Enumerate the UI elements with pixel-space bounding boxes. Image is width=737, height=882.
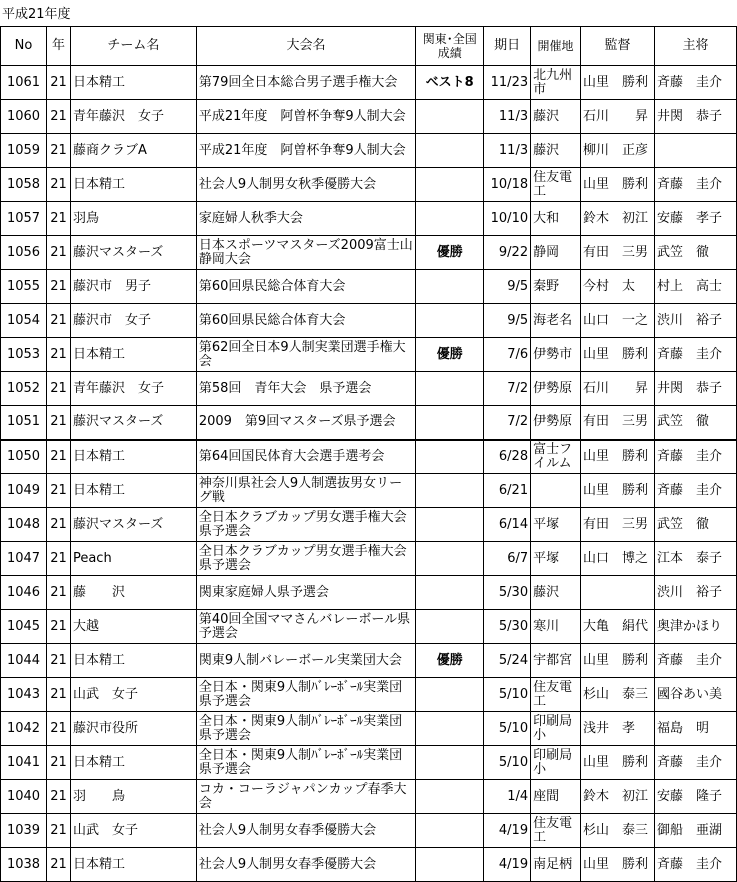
cell-result: [416, 542, 484, 576]
cell-no: 1042: [1, 712, 47, 746]
cell-tournament: 全日本・関東9人制ﾊﾞﾚｰﾎﾞｰﾙ実業団県予選会: [196, 746, 415, 780]
cell-result: [416, 610, 484, 644]
cell-result: [416, 474, 484, 508]
cell-tournament: 第58回 青年大会 県予選会: [196, 372, 415, 406]
cell-coach: 石川 昇: [581, 372, 655, 406]
cell-coach: 大亀 絹代: [581, 610, 655, 644]
cell-team: 藤沢市役所: [70, 712, 196, 746]
cell-venue: 南足柄: [531, 848, 581, 882]
cell-team: 日本精工: [70, 168, 196, 202]
cell-captain: 井関 恭子: [654, 100, 736, 134]
cell-no: 1054: [1, 304, 47, 338]
table-row: [1, 474, 737, 508]
cell-venue: 大和: [531, 202, 581, 236]
cell-team: 藤沢市 女子: [70, 304, 196, 338]
cell-no: 1061: [1, 66, 47, 100]
cell-venue: 富士フイルム: [531, 440, 581, 474]
cell-venue: 北九州市: [531, 66, 581, 100]
cell-no: 1041: [1, 746, 47, 780]
cell-team: 山武 女子: [70, 678, 196, 712]
cell-date: 9/5: [484, 304, 531, 338]
cell-captain: 安藤 隆子: [654, 780, 736, 814]
cell-date: 11/3: [484, 100, 531, 134]
cell-tournament: 社会人9人制男女春季優勝大会: [196, 814, 415, 848]
cell-coach: 有田 三男: [581, 508, 655, 542]
cell-captain: 安藤 孝子: [654, 202, 736, 236]
table-row: [1, 304, 737, 338]
cell-no: 1056: [1, 236, 47, 270]
cell-tournament: 平成21年度 阿曽杯争奪9人制大会: [196, 100, 415, 134]
cell-result: [416, 406, 484, 440]
cell-year: 21: [46, 372, 70, 406]
cell-venue: 住友電工: [531, 678, 581, 712]
cell-year: 21: [46, 440, 70, 474]
cell-date: 11/23: [484, 66, 531, 100]
cell-coach: 山里 勝利: [581, 168, 655, 202]
cell-tournament: 第64回国民体育大会選手選考会: [196, 440, 415, 474]
cell-tournament: 第62回全日本9人制実業団選手権大会: [196, 338, 415, 372]
cell-no: 1046: [1, 576, 47, 610]
cell-captain: 御船 亜湖: [654, 814, 736, 848]
cell-captain: 斉藤 圭介: [654, 440, 736, 474]
cell-date: 5/10: [484, 746, 531, 780]
cell-coach: 今村 太: [581, 270, 655, 304]
cell-venue: 印刷局小: [531, 746, 581, 780]
cell-venue: 宇都宮: [531, 644, 581, 678]
cell-year: 21: [46, 168, 70, 202]
cell-no: 1060: [1, 100, 47, 134]
cell-year: 21: [46, 678, 70, 712]
cell-result: 優勝: [416, 236, 484, 270]
cell-date: 10/10: [484, 202, 531, 236]
cell-result: [416, 202, 484, 236]
cell-date: 6/14: [484, 508, 531, 542]
cell-venue: 静岡: [531, 236, 581, 270]
cell-year: 21: [46, 100, 70, 134]
cell-captain: 福島 明: [654, 712, 736, 746]
cell-tournament: 全日本クラブカップ男女選手権大会県予選会: [196, 542, 415, 576]
cell-team: 羽 鳥: [70, 780, 196, 814]
cell-year: 21: [46, 406, 70, 440]
cell-no: 1050: [1, 440, 47, 474]
cell-coach: 山里 勝利: [581, 644, 655, 678]
cell-captain: 奥津かほり: [654, 610, 736, 644]
cell-date: 9/22: [484, 236, 531, 270]
cell-tournament: 第60回県民総合体育大会: [196, 270, 415, 304]
cell-team: 藤 沢: [70, 576, 196, 610]
cell-venue: 藤沢: [531, 100, 581, 134]
cell-venue: 平塚: [531, 508, 581, 542]
cell-team: 山武 女子: [70, 814, 196, 848]
cell-date: 6/28: [484, 440, 531, 474]
cell-year: 21: [46, 712, 70, 746]
cell-team: 日本精工: [70, 746, 196, 780]
col-header-captain: 主将: [654, 27, 736, 66]
table-row: [1, 780, 737, 814]
cell-year: 21: [46, 576, 70, 610]
cell-result: [416, 372, 484, 406]
cell-coach: 山口 博之: [581, 542, 655, 576]
table-row: [1, 134, 737, 168]
cell-team: 日本精工: [70, 338, 196, 372]
cell-team: Peach: [70, 542, 196, 576]
cell-date: 5/10: [484, 712, 531, 746]
table-row: [1, 712, 737, 746]
cell-captain: 渋川 裕子: [654, 576, 736, 610]
cell-result: [416, 712, 484, 746]
cell-tournament: 2009 第9回マスターズ県予選会: [196, 406, 415, 440]
cell-tournament: 日本スポーツマスターズ2009富士山静岡大会: [196, 236, 415, 270]
cell-venue: 伊勢原: [531, 372, 581, 406]
cell-coach: 山里 勝利: [581, 338, 655, 372]
cell-venue: 藤沢: [531, 134, 581, 168]
table-row: [1, 576, 737, 610]
cell-year: 21: [46, 746, 70, 780]
cell-year: 21: [46, 202, 70, 236]
cell-captain: 斉藤 圭介: [654, 848, 736, 882]
cell-result: [416, 678, 484, 712]
col-header-result: 関東･全国成績: [416, 27, 484, 66]
cell-tournament: 第79回全日本総合男子選手権大会: [196, 66, 415, 100]
cell-captain: 斉藤 圭介: [654, 338, 736, 372]
cell-team: 藤沢市 男子: [70, 270, 196, 304]
cell-no: 1051: [1, 406, 47, 440]
cell-captain: 斉藤 圭介: [654, 746, 736, 780]
cell-no: 1044: [1, 644, 47, 678]
col-header-tournament: 大会名: [196, 27, 415, 66]
cell-date: 5/10: [484, 678, 531, 712]
cell-result: [416, 134, 484, 168]
table-row: [1, 508, 737, 542]
cell-result: [416, 814, 484, 848]
table-row: [1, 678, 737, 712]
cell-result: [416, 304, 484, 338]
cell-result: 優勝: [416, 338, 484, 372]
cell-coach: 山里 勝利: [581, 66, 655, 100]
table-row: [1, 270, 737, 304]
cell-coach: 有田 三男: [581, 236, 655, 270]
cell-team: 藤沢マスターズ: [70, 236, 196, 270]
cell-year: 21: [46, 610, 70, 644]
cell-coach: 浅井 孝: [581, 712, 655, 746]
table-row: [1, 814, 737, 848]
cell-date: 6/21: [484, 474, 531, 508]
table-row: [1, 610, 737, 644]
table-row: [1, 236, 737, 270]
table-row: [1, 100, 737, 134]
cell-team: 日本精工: [70, 644, 196, 678]
cell-result: [416, 168, 484, 202]
cell-venue: 秦野: [531, 270, 581, 304]
cell-date: 4/19: [484, 848, 531, 882]
cell-no: 1055: [1, 270, 47, 304]
cell-result: ベスト8: [416, 66, 484, 100]
cell-no: 1049: [1, 474, 47, 508]
cell-date: 5/24: [484, 644, 531, 678]
cell-year: 21: [46, 236, 70, 270]
cell-date: 6/7: [484, 542, 531, 576]
cell-captain: 井関 恭子: [654, 372, 736, 406]
cell-date: 9/5: [484, 270, 531, 304]
cell-tournament: 全日本・関東9人制ﾊﾞﾚｰﾎﾞｰﾙ実業団県予選会: [196, 678, 415, 712]
cell-coach: 山里 勝利: [581, 746, 655, 780]
cell-date: 7/6: [484, 338, 531, 372]
cell-coach: 有田 三男: [581, 406, 655, 440]
cell-result: [416, 100, 484, 134]
header-row: [1, 27, 737, 66]
cell-coach: 杉山 泰三: [581, 814, 655, 848]
cell-date: 10/18: [484, 168, 531, 202]
cell-venue: 寒川: [531, 610, 581, 644]
cell-result: [416, 746, 484, 780]
cell-tournament: コカ・コーラジャパンカップ春季大会: [196, 780, 415, 814]
cell-tournament: 関東9人制バレーボール実業団大会: [196, 644, 415, 678]
cell-coach: 山里 勝利: [581, 440, 655, 474]
cell-captain: 國谷あい美: [654, 678, 736, 712]
cell-no: 1039: [1, 814, 47, 848]
cell-year: 21: [46, 134, 70, 168]
cell-captain: 武笠 徹: [654, 406, 736, 440]
cell-no: 1048: [1, 508, 47, 542]
table-row: [1, 644, 737, 678]
cell-date: 7/2: [484, 372, 531, 406]
cell-venue: 伊勢原: [531, 406, 581, 440]
table-row: [1, 66, 737, 100]
cell-captain: 斉藤 圭介: [654, 168, 736, 202]
cell-year: 21: [46, 66, 70, 100]
col-header-year: 年: [46, 27, 70, 66]
cell-date: 5/30: [484, 576, 531, 610]
cell-coach: 鈴木 初江: [581, 780, 655, 814]
cell-coach: 柳川 正彦: [581, 134, 655, 168]
cell-captain: 斉藤 圭介: [654, 66, 736, 100]
table-row: [1, 168, 737, 202]
cell-venue: 座間: [531, 780, 581, 814]
cell-team: 日本精工: [70, 848, 196, 882]
cell-coach: 石川 昇: [581, 100, 655, 134]
cell-captain: 江本 泰子: [654, 542, 736, 576]
cell-team: 藤沢マスターズ: [70, 508, 196, 542]
cell-result: 優勝: [416, 644, 484, 678]
cell-captain: 村上 高士: [654, 270, 736, 304]
cell-venue: 海老名: [531, 304, 581, 338]
cell-no: 1059: [1, 134, 47, 168]
sheet-caption: 平成21年度: [2, 7, 71, 22]
cell-team: 日本精工: [70, 440, 196, 474]
cell-year: 21: [46, 644, 70, 678]
cell-year: 21: [46, 508, 70, 542]
cell-year: 21: [46, 814, 70, 848]
cell-no: 1040: [1, 780, 47, 814]
cell-year: 21: [46, 270, 70, 304]
cell-coach: 山里 勝利: [581, 474, 655, 508]
cell-date: 11/3: [484, 134, 531, 168]
cell-year: 21: [46, 780, 70, 814]
table-row: [1, 848, 737, 882]
cell-result: [416, 440, 484, 474]
cell-tournament: 平成21年度 阿曽杯争奪9人制大会: [196, 134, 415, 168]
cell-no: 1053: [1, 338, 47, 372]
cell-tournament: 第60回県民総合体育大会: [196, 304, 415, 338]
table-row: [1, 338, 737, 372]
cell-coach: 山口 一之: [581, 304, 655, 338]
cell-tournament: 第40回全国ママさんバレーボール県予選会: [196, 610, 415, 644]
cell-tournament: 関東家庭婦人県予選会: [196, 576, 415, 610]
cell-year: 21: [46, 304, 70, 338]
cell-coach: 杉山 泰三: [581, 678, 655, 712]
cell-result: [416, 848, 484, 882]
cell-team: 大越: [70, 610, 196, 644]
cell-year: 21: [46, 848, 70, 882]
table-row: [1, 372, 737, 406]
cell-no: 1052: [1, 372, 47, 406]
cell-tournament: 全日本クラブカップ男女選手権大会県予選会: [196, 508, 415, 542]
cell-tournament: 社会人9人制男女秋季優勝大会: [196, 168, 415, 202]
cell-year: 21: [46, 542, 70, 576]
cell-venue: 伊勢市: [531, 338, 581, 372]
cell-team: 羽鳥: [70, 202, 196, 236]
cell-result: [416, 576, 484, 610]
cell-captain: 斉藤 圭介: [654, 644, 736, 678]
col-header-date: 期日: [484, 27, 531, 66]
cell-tournament: 全日本・関東9人制ﾊﾞﾚｰﾎﾞｰﾙ実業団県予選会: [196, 712, 415, 746]
col-header-coach: 監督: [581, 27, 655, 66]
cell-team: 青年藤沢 女子: [70, 100, 196, 134]
cell-coach: [581, 576, 655, 610]
cell-coach: 鈴木 初江: [581, 202, 655, 236]
cell-date: 7/2: [484, 406, 531, 440]
table-row: [1, 542, 737, 576]
cell-tournament: 神奈川県社会人9人制選抜男女リーグ戦: [196, 474, 415, 508]
cell-coach: 山里 勝利: [581, 848, 655, 882]
cell-venue: 印刷局小: [531, 712, 581, 746]
cell-result: [416, 508, 484, 542]
cell-team: 藤沢マスターズ: [70, 406, 196, 440]
cell-team: 日本精工: [70, 474, 196, 508]
col-header-venue: 開催地: [531, 27, 581, 66]
cell-result: [416, 780, 484, 814]
cell-venue: [531, 474, 581, 508]
cell-result: [416, 270, 484, 304]
cell-no: 1045: [1, 610, 47, 644]
cell-tournament: 家庭婦人秋季大会: [196, 202, 415, 236]
cell-no: 1057: [1, 202, 47, 236]
cell-venue: 住友電工: [531, 168, 581, 202]
cell-no: 1043: [1, 678, 47, 712]
cell-venue: 住友電工: [531, 814, 581, 848]
cell-no: 1058: [1, 168, 47, 202]
cell-team: 青年藤沢 女子: [70, 372, 196, 406]
cell-captain: 武笠 徹: [654, 236, 736, 270]
cell-year: 21: [46, 474, 70, 508]
cell-captain: 渋川 裕子: [654, 304, 736, 338]
cell-team: 藤商クラブA: [70, 134, 196, 168]
cell-venue: 平塚: [531, 542, 581, 576]
cell-date: 5/30: [484, 610, 531, 644]
cell-team: 日本精工: [70, 66, 196, 100]
cell-captain: 武笠 徹: [654, 508, 736, 542]
col-header-team: チーム名: [70, 27, 196, 66]
cell-captain: 斉藤 圭介: [654, 474, 736, 508]
col-header-no: No: [1, 27, 47, 66]
table-row: [1, 406, 737, 440]
cell-year: 21: [46, 338, 70, 372]
cell-date: 1/4: [484, 780, 531, 814]
cell-no: 1047: [1, 542, 47, 576]
results-table: [0, 26, 737, 882]
cell-captain: [654, 134, 736, 168]
cell-date: 4/19: [484, 814, 531, 848]
cell-tournament: 社会人9人制男女春季優勝大会: [196, 848, 415, 882]
table-row: [1, 440, 737, 474]
table-row: [1, 746, 737, 780]
cell-venue: 藤沢: [531, 576, 581, 610]
cell-no: 1038: [1, 848, 47, 882]
table-row: [1, 202, 737, 236]
